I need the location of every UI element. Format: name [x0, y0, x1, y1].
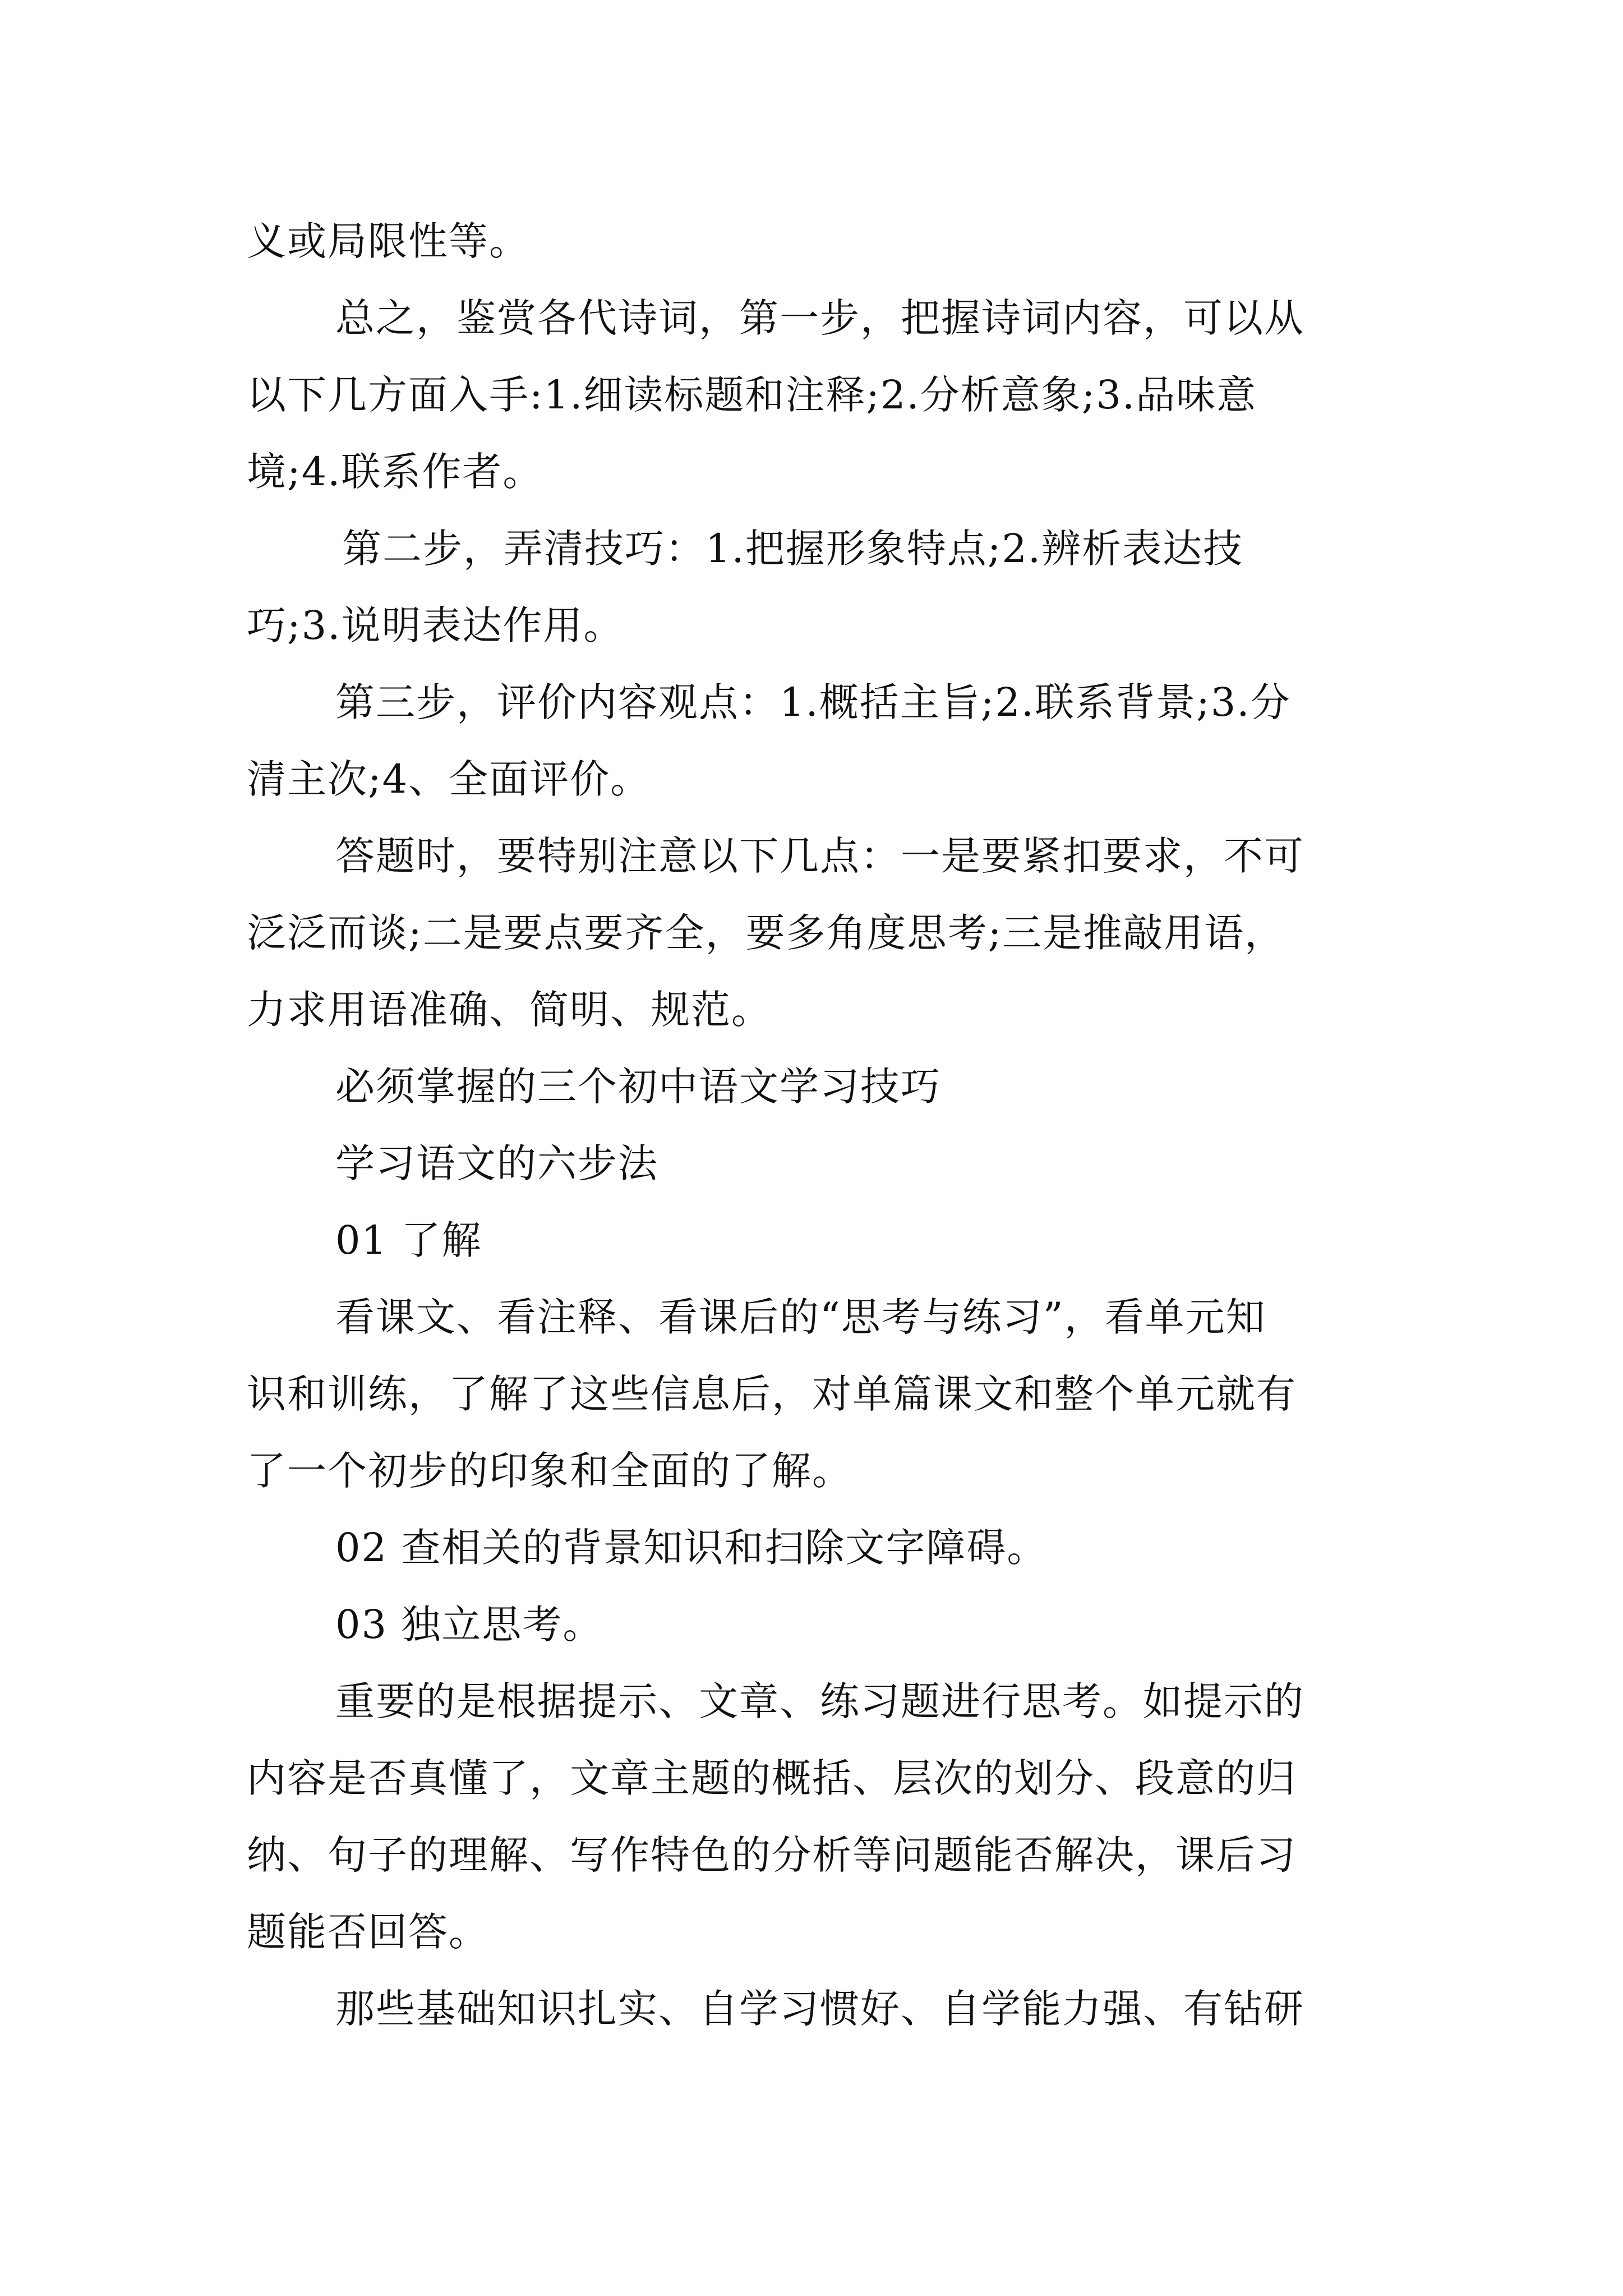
text-line: 第三步，评价内容观点：1.概括主旨;2.联系背景;3.分 [335, 679, 1291, 725]
section-heading: 01 了解 [335, 1217, 482, 1263]
text-line: 力求用语准确、简明、规范。 [247, 987, 772, 1033]
text-line: 境;4.联系作者。 [247, 449, 543, 495]
text-line: 清主次;4、全面评价。 [247, 756, 651, 802]
text-line: 了一个初步的印象和全面的了解。 [247, 1448, 852, 1494]
text-line: 那些基础知识扎实、自学习惯好、自学能力强、有钻研 [335, 1986, 1304, 2032]
section-heading: 必须掌握的三个初中语文学习技巧 [335, 1064, 941, 1110]
text-line: 03 独立思考。 [335, 1602, 603, 1648]
text-line: 总之，鉴赏各代诗词，第一步，把握诗词内容，可以从 [335, 295, 1304, 341]
text-line: 纳、句子的理解、写作特色的分析等问题能否解决，课后习 [247, 1832, 1297, 1878]
text-line: 题能否回答。 [247, 1909, 489, 1955]
text-line: 识和训练，了解了这些信息后，对单篇课文和整个单元就有 [247, 1371, 1297, 1417]
text-line: 重要的是根据提示、文章、练习题进行思考。如提示的 [335, 1678, 1304, 1724]
text-line: 第二步，弄清技巧：1.把握形象特点;2.辨析表达技 [342, 526, 1244, 572]
text-line: 内容是否真懂了，文章主题的概括、层次的划分、段意的归 [247, 1755, 1297, 1801]
text-line: 以下几方面入手:1.细读标题和注释;2.分析意象;3.品味意 [247, 372, 1257, 418]
text-line: 答题时，要特别注意以下几点：一是要紧扣要求，不可 [335, 833, 1304, 879]
section-heading: 学习语文的六步法 [335, 1140, 658, 1186]
text-line: 巧;3.说明表达作用。 [247, 602, 624, 648]
text-line: 看课文、看注释、看课后的“思考与练习”，看单元知 [335, 1294, 1266, 1340]
text-line: 02 查相关的背景知识和扫除文字障碍。 [335, 1525, 1048, 1571]
text-line: 泛泛而谈;二是要点要齐全，要多角度思考;三是推敲用语， [247, 910, 1285, 956]
text-line: 义或局限性等。 [247, 218, 529, 264]
